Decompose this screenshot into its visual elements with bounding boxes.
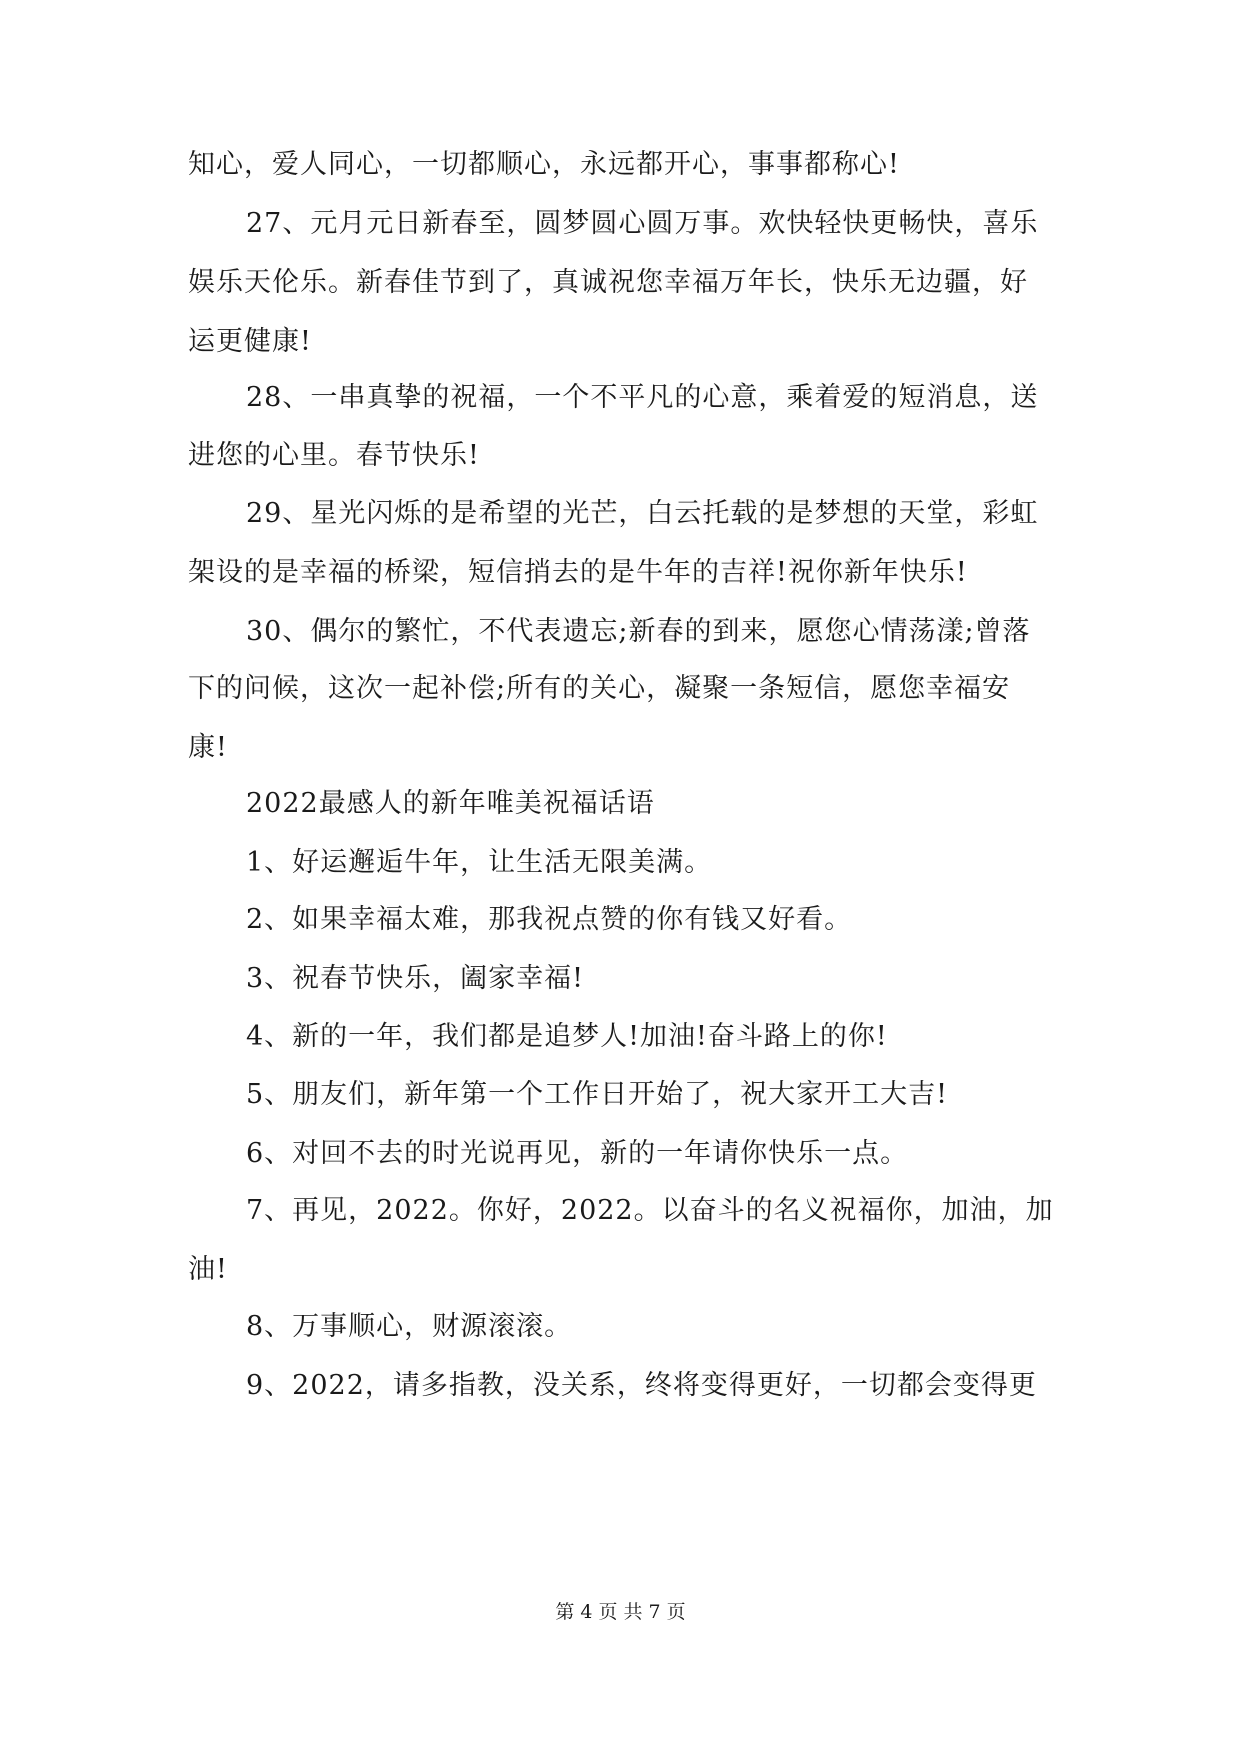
text-line: 3、祝春节快乐，阖家幸福! (246, 963, 585, 994)
text-line: 1、好运邂逅牛年，让生活无限美满。 (246, 847, 713, 878)
text-line: 油! (188, 1254, 228, 1285)
text-line: 6、对回不去的时光说再见，新的一年请你快乐一点。 (246, 1138, 909, 1169)
text-line: 康! (188, 732, 228, 763)
section-heading: 2022最感人的新年唯美祝福话语 (246, 788, 655, 819)
text-line: 29、星光闪烁的是希望的光芒，白云托载的是梦想的天堂，彩虹 (246, 498, 1039, 529)
text-line: 运更健康! (188, 326, 312, 357)
text-line: 5、朋友们，新年第一个工作日开始了，祝大家开工大吉! (246, 1079, 949, 1110)
text-line: 2、如果幸福太难，那我祝点赞的你有钱又好看。 (246, 904, 853, 935)
text-line: 30、偶尔的繁忙，不代表遗忘;新春的到来，愿您心情荡漾;曾落 (246, 616, 1031, 647)
text-line: 架设的是幸福的桥梁，短信捎去的是牛年的吉祥!祝你新年快乐! (188, 557, 968, 588)
text-line: 28、一串真挚的祝福，一个不平凡的心意，乘着爱的短消息，送 (246, 382, 1039, 413)
text-line: 8、万事顺心，财源滚滚。 (246, 1311, 573, 1342)
text-line: 9、2022，请多指教，没关系，终将变得更好，一切都会变得更 (246, 1370, 1037, 1401)
text-line: 27、元月元日新春至，圆梦圆心圆万事。欢快轻快更畅快，喜乐 (246, 208, 1039, 239)
page-footer: 第 4 页 共 7 页 (555, 1601, 686, 1623)
text-line: 4、新的一年，我们都是追梦人!加油!奋斗路上的你! (246, 1021, 888, 1052)
text-line: 进您的心里。春节快乐! (188, 440, 480, 471)
text-line: 知心，爱人同心，一切都顺心，永远都开心，事事都称心! (188, 149, 900, 180)
text-line: 娱乐天伦乐。新春佳节到了，真诚祝您幸福万年长，快乐无边疆，好 (188, 267, 1028, 298)
text-line: 7、再见，2022。你好，2022。以奋斗的名义祝福你，加油，加 (246, 1195, 1054, 1226)
text-line: 下的问候，这次一起补偿;所有的关心，凝聚一条短信，愿您幸福安 (188, 673, 1011, 704)
